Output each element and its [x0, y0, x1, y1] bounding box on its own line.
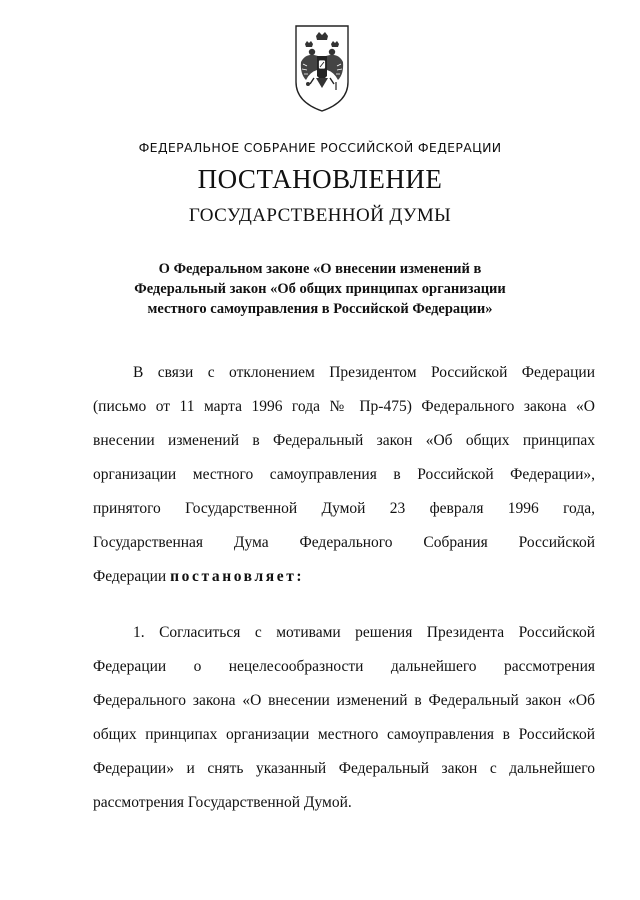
document-title: ПОСТАНОВЛЕНИЕ	[197, 164, 443, 194]
heading-line: Федеральный закон «Об общих принципах организации	[134, 281, 506, 297]
paragraph-line: Государственная Дума Федерального Собрания Российской	[93, 534, 595, 551]
paragraph-preamble	[93, 356, 595, 594]
paragraph-line: общих принципах организации местного самоуправления в Российской	[93, 726, 595, 743]
heading-line: О Федеральном законе «О внесении изменений в	[158, 261, 482, 277]
paragraph-item-1	[93, 616, 595, 820]
resolves-keyword: постановляет:	[170, 568, 305, 585]
paragraph-line: В связи с отклонением Президентом Российской Федерации	[133, 364, 595, 381]
paragraph-text: Федерации	[93, 568, 171, 585]
paragraph-line: внесении изменений в Федеральный закон «Об общих принципах	[93, 432, 595, 449]
paragraph-line-final	[93, 560, 595, 594]
document-subtitle: ГОСУДАРСТВЕННОЙ ДУМЫ	[188, 205, 452, 226]
heading-line: местного самоуправления в Российской Федерации»	[147, 301, 493, 317]
paragraph-line: (письмо от 11 марта 1996 года № Пр-475) Федерального закона «О	[93, 398, 595, 415]
russian-coat-of-arms-icon	[292, 22, 352, 114]
paragraph-line: рассмотрения Государственной Думой.	[93, 794, 352, 811]
paragraph-line: Федерации о нецелесообразности дальнейшего рассмотрения	[93, 658, 595, 675]
paragraph-line: принятого Государственной Думой 23 февраля 1996 года,	[93, 500, 595, 517]
paragraph-line: Федерации» и снять указанный Федеральный закон с дальнейшего	[93, 760, 595, 777]
paragraph-line: организации местного самоуправления в Российской Федерации»,	[93, 466, 595, 483]
resolution-heading	[0, 259, 640, 319]
organization-name: ФЕДЕРАЛЬНОЕ СОБРАНИЕ РОССИЙСКОЙ ФЕДЕРАЦИИ	[138, 140, 502, 155]
paragraph-line: 1. Согласиться с мотивами решения Президента Российской	[133, 624, 595, 641]
paragraph-line: Федерального закона «О внесении изменений в Федеральный закон «Об	[93, 692, 595, 709]
